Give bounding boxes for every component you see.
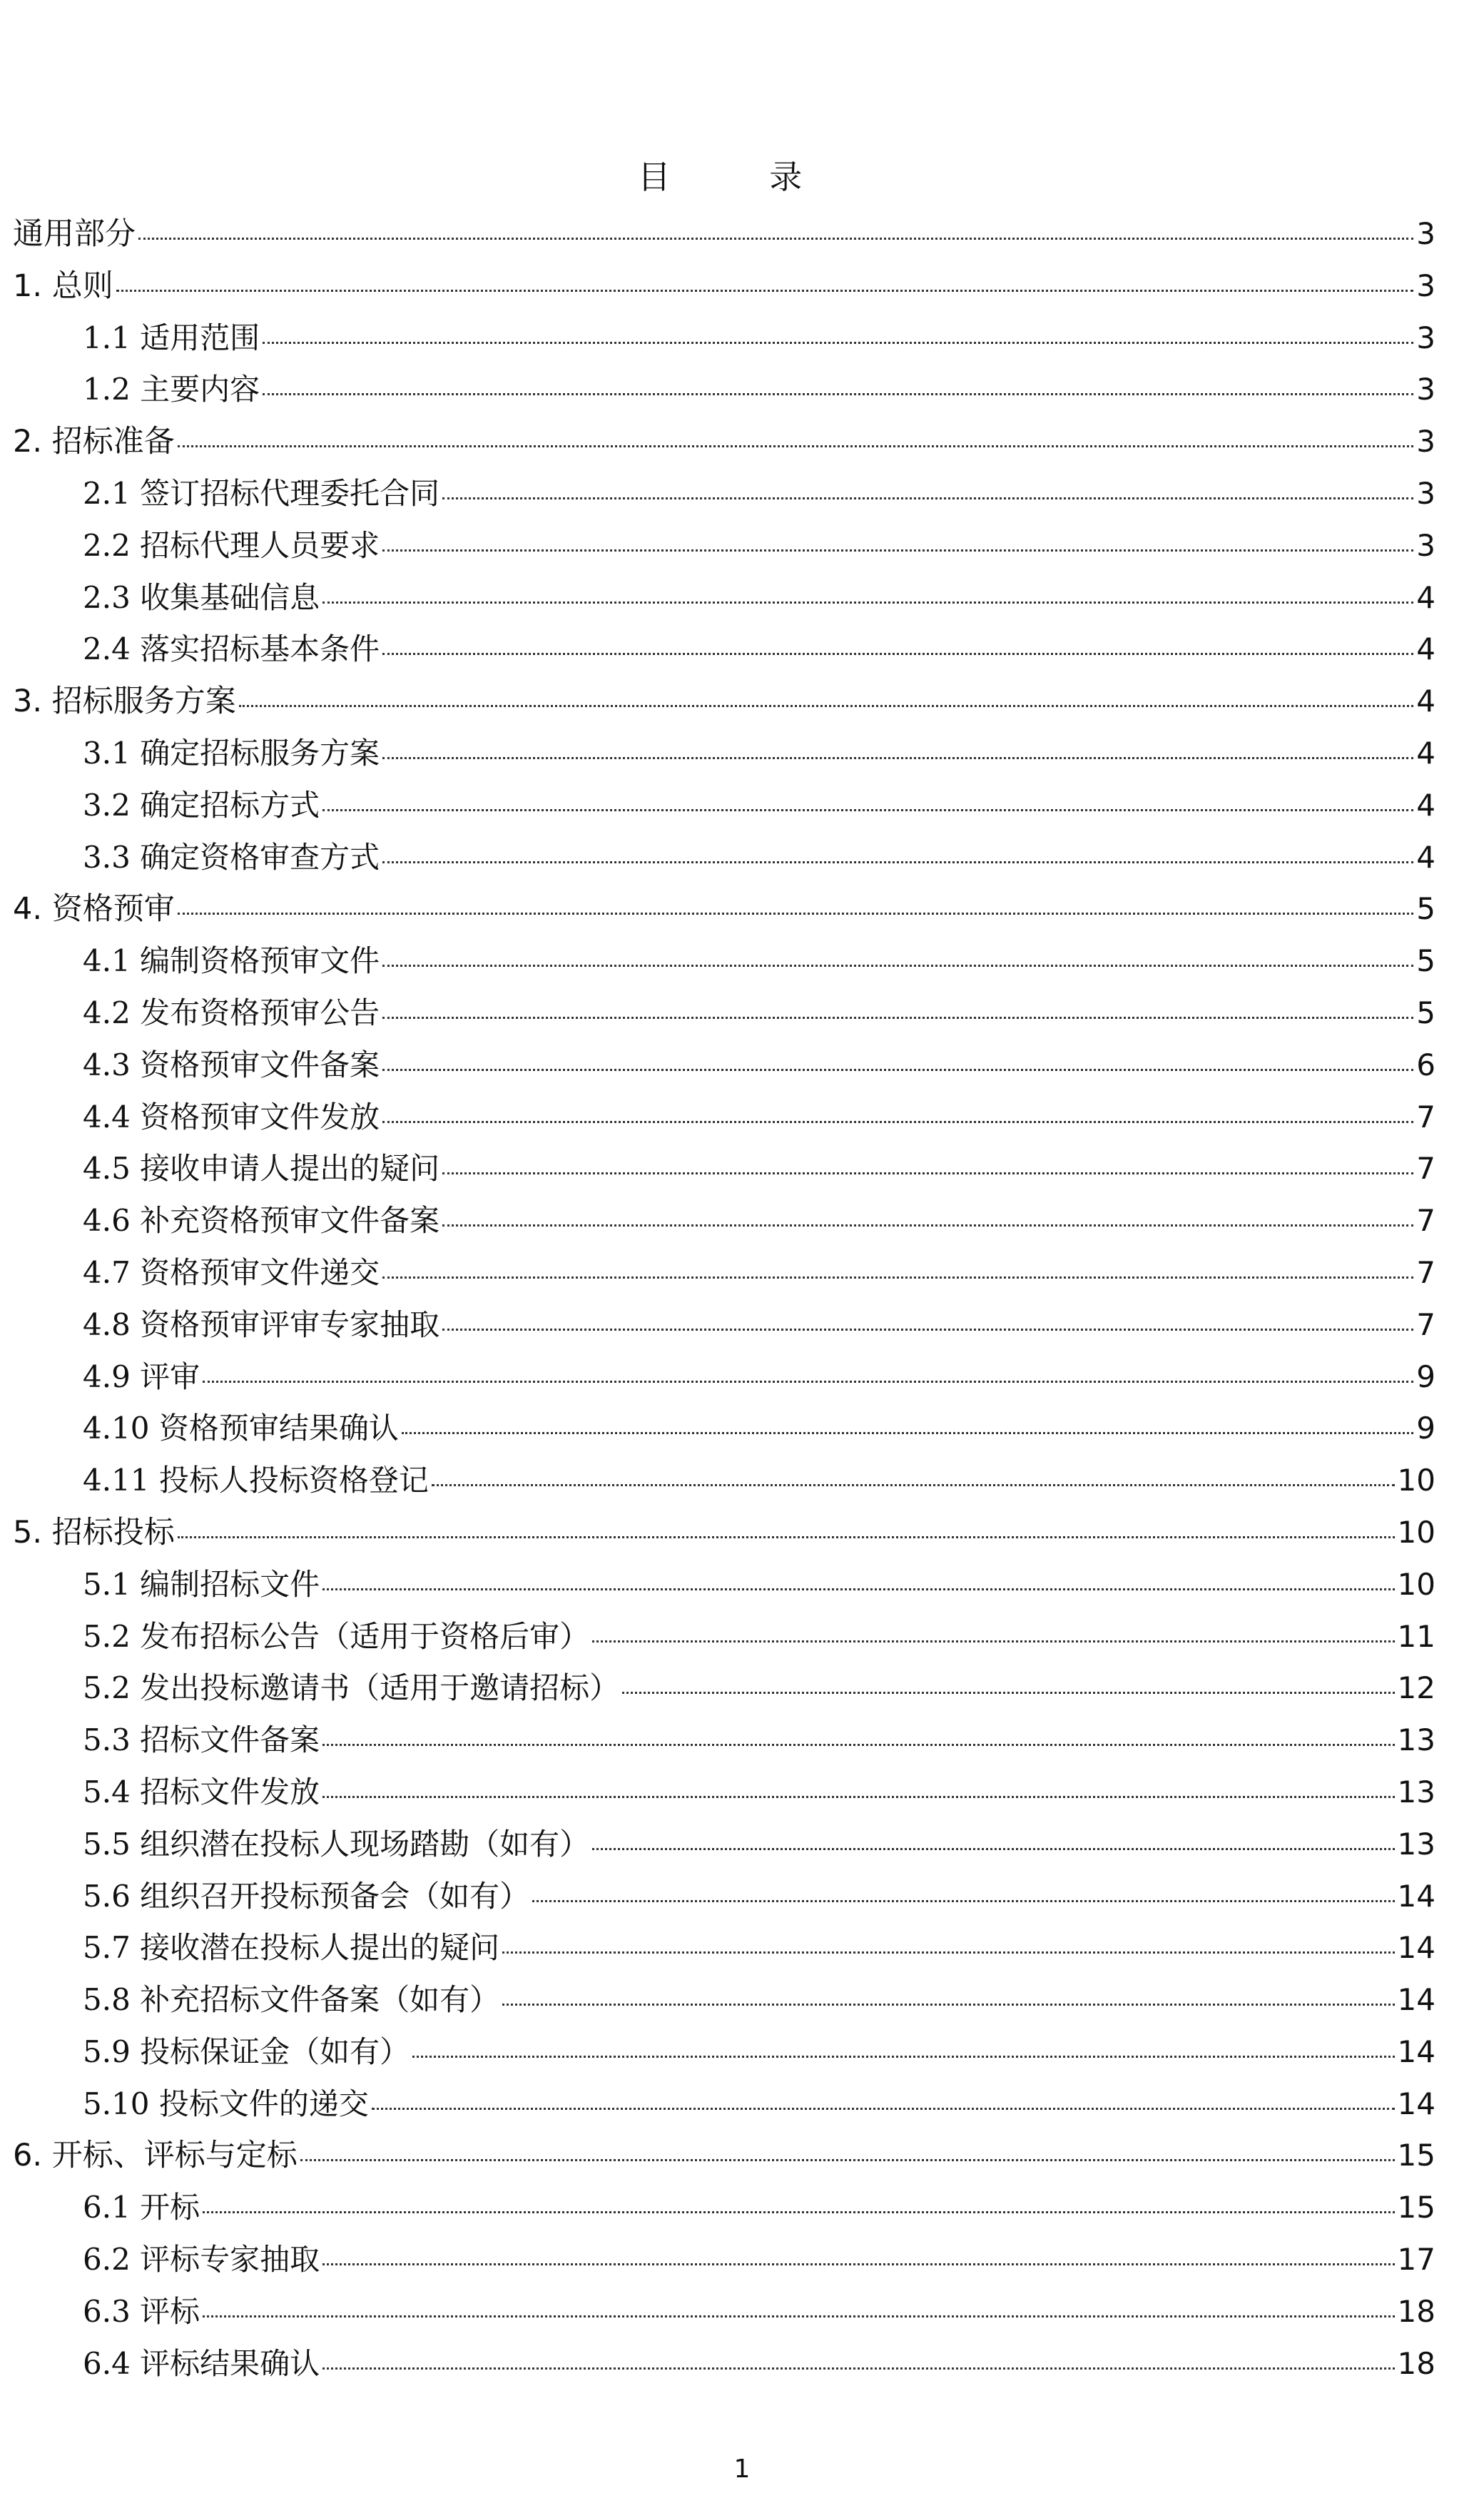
toc-dot-leader: [178, 1536, 1395, 1538]
toc-dot-leader: [322, 1588, 1394, 1590]
toc-section-entry[interactable]: [13, 1662, 1435, 1715]
toc-dot-leader: [322, 809, 1413, 811]
toc-section-entry[interactable]: [13, 1922, 1435, 1974]
toc-entry-label: 通用部分: [13, 216, 136, 252]
toc-dot-leader: [382, 1276, 1413, 1279]
toc-dot-leader: [442, 1172, 1413, 1174]
toc-entry-page-number: 4: [1416, 787, 1435, 823]
toc-dot-leader: [432, 1484, 1395, 1486]
toc-entry-page-number: 14: [1397, 2086, 1435, 2121]
toc-section-entry[interactable]: [13, 1403, 1435, 1455]
toc-entry-page-number: 11: [1397, 1618, 1435, 1654]
toc-dot-leader: [382, 1121, 1413, 1123]
toc-entry-page-number: 13: [1397, 1722, 1435, 1758]
toc-entry-label: 4.4 资格预审文件发放: [83, 1099, 380, 1134]
toc-dot-leader: [592, 1640, 1394, 1643]
toc-entry-page-number: 4: [1416, 631, 1435, 667]
toc-dot-leader: [442, 1329, 1413, 1331]
page-number: 1: [733, 2454, 751, 2484]
toc-section-entry[interactable]: [13, 728, 1435, 780]
toc-section-entry[interactable]: [13, 2286, 1435, 2338]
toc-dot-leader: [442, 1224, 1413, 1227]
toc-entry-page-number: 6: [1416, 1047, 1435, 1082]
toc-dot-leader: [300, 2159, 1395, 2161]
toc-entry-label: 4.10 资格预审结果确认: [83, 1411, 399, 1446]
toc-dot-leader: [178, 445, 1414, 447]
toc-entry-label: 6. 开标、评标与定标: [13, 2138, 298, 2174]
toc-section-entry[interactable]: [13, 1455, 1435, 1507]
toc-section-entry[interactable]: [13, 520, 1435, 572]
toc-dot-leader: [622, 1692, 1394, 1694]
toc-entry-label: 3.1 确定招标服务方案: [83, 735, 380, 771]
toc-entry-label: 1. 总则: [13, 268, 113, 304]
toc-entry-label: 5.8 补充招标文件备案（如有）: [83, 1982, 500, 2018]
toc-entry-label: 5.9 投标保证金（如有）: [83, 2034, 410, 2069]
toc-section-entry[interactable]: [13, 1195, 1435, 1247]
toc-section-entry[interactable]: [13, 1299, 1435, 1351]
toc-dot-leader: [263, 342, 1413, 344]
toc-dot-leader: [322, 2367, 1394, 2370]
toc-entry-label: 5. 招标投标: [13, 1514, 175, 1550]
toc-section-entry[interactable]: [13, 988, 1435, 1040]
toc-entry-page-number: 3: [1416, 372, 1435, 407]
toc-section-entry[interactable]: [13, 2026, 1435, 2078]
toc-section-entry[interactable]: [13, 1767, 1435, 1819]
toc-section-entry[interactable]: [13, 313, 1435, 365]
toc-section-entry[interactable]: [13, 1871, 1435, 1923]
toc-dot-leader: [592, 1848, 1394, 1850]
toc-entry-label: 5.10 投标文件的递交: [83, 2086, 369, 2121]
toc-dot-leader: [412, 2056, 1394, 2058]
toc-dot-leader: [442, 497, 1413, 499]
toc-entry-page-number: 4: [1416, 735, 1435, 771]
toc-dot-leader: [138, 238, 1413, 240]
toc-entry-page-number: 3: [1416, 424, 1435, 460]
toc-entry-label: 2.4 落实招标基本条件: [83, 631, 380, 667]
toc-dot-leader: [322, 1796, 1394, 1798]
toc-dot-leader: [382, 757, 1413, 759]
toc-entry-page-number: 4: [1416, 839, 1435, 875]
toc-entry-page-number: 7: [1416, 1099, 1435, 1134]
toc-entry-label: 1.2 主要内容: [83, 372, 260, 407]
toc-entry-label: 4.8 资格预审评审专家抽取: [83, 1306, 440, 1342]
toc-entry-label: 4.2 发布资格预审公告: [83, 995, 380, 1030]
toc-dot-leader: [178, 913, 1414, 915]
toc-section-entry[interactable]: [13, 1559, 1435, 1611]
toc-dot-leader: [203, 2315, 1394, 2317]
toc-dot-leader: [382, 965, 1413, 967]
toc-dot-leader: [502, 2004, 1394, 2006]
toc-chapter-entry[interactable]: [13, 1507, 1435, 1559]
toc-section-entry[interactable]: [13, 935, 1435, 988]
toc-section-entry[interactable]: [13, 2078, 1435, 2131]
toc-section-entry[interactable]: [13, 468, 1435, 520]
toc-entry-page-number: 12: [1397, 1670, 1435, 1706]
toc-section-entry[interactable]: [13, 1040, 1435, 1092]
toc-entry-label: 5.3 招标文件备案: [83, 1722, 320, 1758]
toc-entry-page-number: 13: [1397, 1774, 1435, 1809]
toc-entry-label: 1.1 适用范围: [83, 320, 260, 355]
toc-entry-label: 5.5 组织潜在投标人现场踏勘（如有）: [83, 1826, 590, 1862]
toc-entry-label: 4.6 补充资格预审文件备案: [83, 1203, 440, 1239]
toc-entry-page-number: 7: [1416, 1254, 1435, 1290]
toc-entry-label: 2. 招标准备: [13, 424, 175, 460]
toc-entry-label: 2.2 招标代理人员要求: [83, 527, 380, 563]
toc-entry-label: 4.7 资格预审文件递交: [83, 1254, 380, 1290]
toc-entry-label: 4.3 资格预审文件备案: [83, 1047, 380, 1082]
toc-entry-page-number: 3: [1416, 320, 1435, 355]
toc-entry-label: 5.2 发出投标邀请书（适用于邀请招标）: [83, 1670, 620, 1706]
toc-entry-page-number: 14: [1397, 2034, 1435, 2069]
toc-entry-label: 4. 资格预审: [13, 891, 175, 928]
toc-dot-leader: [382, 861, 1413, 863]
toc-section-entry[interactable]: [13, 2234, 1435, 2286]
toc-entry-page-number: 17: [1397, 2242, 1435, 2278]
toc-dot-leader: [502, 1951, 1394, 1954]
toc-entry-page-number: 9: [1416, 1411, 1435, 1446]
toc-entry-label: 4.1 编制资格预审文件: [83, 943, 380, 979]
toc-section-entry[interactable]: [13, 1247, 1435, 1299]
toc-entry-page-number: 14: [1397, 1930, 1435, 1966]
toc-entry-label: 4.9 评审: [83, 1359, 200, 1394]
toc-entry-page-number: 14: [1397, 1982, 1435, 2018]
toc-dot-leader: [372, 2108, 1395, 2110]
toc-dot-leader: [203, 2211, 1394, 2213]
toc-section-entry[interactable]: [13, 1819, 1435, 1871]
toc-dot-leader: [402, 1432, 1413, 1434]
toc-entry-label: 3.2 确定招标方式: [83, 787, 320, 823]
toc-entry-label: 3.3 确定资格审查方式: [83, 839, 380, 875]
toc-entry-label: 5.4 招标文件发放: [83, 1774, 320, 1809]
toc-dot-leader: [382, 653, 1413, 655]
toc-entry-label: 2.3 收集基础信息: [83, 579, 320, 615]
toc-dot-leader: [322, 601, 1413, 604]
toc-entry-page-number: 10: [1397, 1514, 1435, 1550]
toc-entry-label: 5.1 编制招标文件: [83, 1566, 320, 1602]
toc-entry-page-number: 5: [1416, 943, 1435, 979]
toc-entry-page-number: 5: [1416, 995, 1435, 1030]
toc-section-entry[interactable]: [13, 1351, 1435, 1403]
toc-entry-label: 3. 招标服务方案: [13, 684, 236, 720]
toc-section-entry[interactable]: [13, 624, 1435, 676]
toc-entry-page-number: 3: [1416, 527, 1435, 563]
toc-entry-page-number: 3: [1416, 216, 1435, 251]
toc-entry-page-number: 4: [1416, 579, 1435, 615]
toc-chapter-entry[interactable]: [13, 883, 1435, 935]
toc-dot-leader: [263, 393, 1413, 395]
toc-chapter-entry[interactable]: [13, 416, 1435, 468]
toc-chapter-entry[interactable]: [13, 208, 1435, 260]
toc-section-entry[interactable]: [13, 1143, 1435, 1195]
toc-chapter-entry[interactable]: [13, 676, 1435, 728]
toc-entry-page-number: 7: [1416, 1151, 1435, 1187]
toc-entry-page-number: 13: [1397, 1826, 1435, 1862]
toc-dot-leader: [382, 1017, 1413, 1019]
toc-entry-label: 4.5 接收申请人提出的疑问: [83, 1151, 440, 1187]
toc-entry-page-number: 5: [1416, 891, 1435, 927]
toc-chapter-entry[interactable]: [13, 260, 1435, 313]
toc-section-entry[interactable]: [13, 1092, 1435, 1144]
toc-entry-page-number: 3: [1416, 475, 1435, 511]
toc-entry-label: 6.1 开标: [83, 2190, 200, 2225]
toc-section-entry[interactable]: [13, 364, 1435, 416]
toc-section-entry[interactable]: [13, 2182, 1435, 2234]
toc-entry-label: 5.6 组织召开投标预备会（如有）: [83, 1878, 530, 1914]
toc-entry-label: 6.4 评标结果确认: [83, 2345, 320, 2381]
toc-entry-page-number: 9: [1416, 1359, 1435, 1394]
toc-entry-label: 2.1 签订招标代理委托合同: [83, 475, 440, 511]
toc-entry-page-number: 15: [1397, 2138, 1435, 2173]
table-of-contents: [13, 208, 1435, 2390]
toc-entry-page-number: 14: [1397, 1878, 1435, 1914]
toc-section-entry[interactable]: [13, 1715, 1435, 1767]
toc-section-entry[interactable]: [13, 1611, 1435, 1663]
toc-entry-page-number: 18: [1397, 2345, 1435, 2381]
toc-title: 目 录: [637, 158, 847, 196]
toc-entry-label: 5.2 发布招标公告（适用于资格后审）: [83, 1618, 590, 1654]
toc-dot-leader: [203, 1381, 1413, 1383]
toc-chapter-entry[interactable]: [13, 2130, 1435, 2182]
toc-entry-label: 5.7 接收潜在投标人提出的疑问: [83, 1930, 500, 1966]
toc-entry-page-number: 18: [1397, 2293, 1435, 2329]
toc-entry-page-number: 10: [1397, 1463, 1435, 1498]
toc-dot-leader: [382, 549, 1413, 552]
toc-entry-label: 6.2 评标专家抽取: [83, 2242, 320, 2278]
toc-dot-leader: [322, 2263, 1394, 2265]
toc-section-entry[interactable]: [13, 2338, 1435, 2390]
toc-entry-page-number: 7: [1416, 1306, 1435, 1342]
toc-dot-leader: [239, 705, 1414, 707]
toc-entry-page-number: 3: [1416, 268, 1435, 303]
toc-entry-label: 6.3 评标: [83, 2293, 200, 2329]
toc-dot-leader: [116, 290, 1414, 292]
toc-entry-page-number: 10: [1397, 1566, 1435, 1602]
toc-entry-page-number: 7: [1416, 1203, 1435, 1239]
toc-dot-leader: [382, 1069, 1413, 1071]
toc-section-entry[interactable]: [13, 572, 1435, 624]
toc-entry-page-number: 4: [1416, 684, 1435, 719]
toc-section-entry[interactable]: [13, 780, 1435, 832]
toc-dot-leader: [322, 1744, 1394, 1746]
toc-entry-page-number: 15: [1397, 2190, 1435, 2225]
toc-dot-leader: [532, 1900, 1394, 1902]
toc-section-entry[interactable]: [13, 1974, 1435, 2026]
toc-section-entry[interactable]: [13, 832, 1435, 884]
toc-entry-label: 4.11 投标人投标资格登记: [83, 1463, 429, 1498]
